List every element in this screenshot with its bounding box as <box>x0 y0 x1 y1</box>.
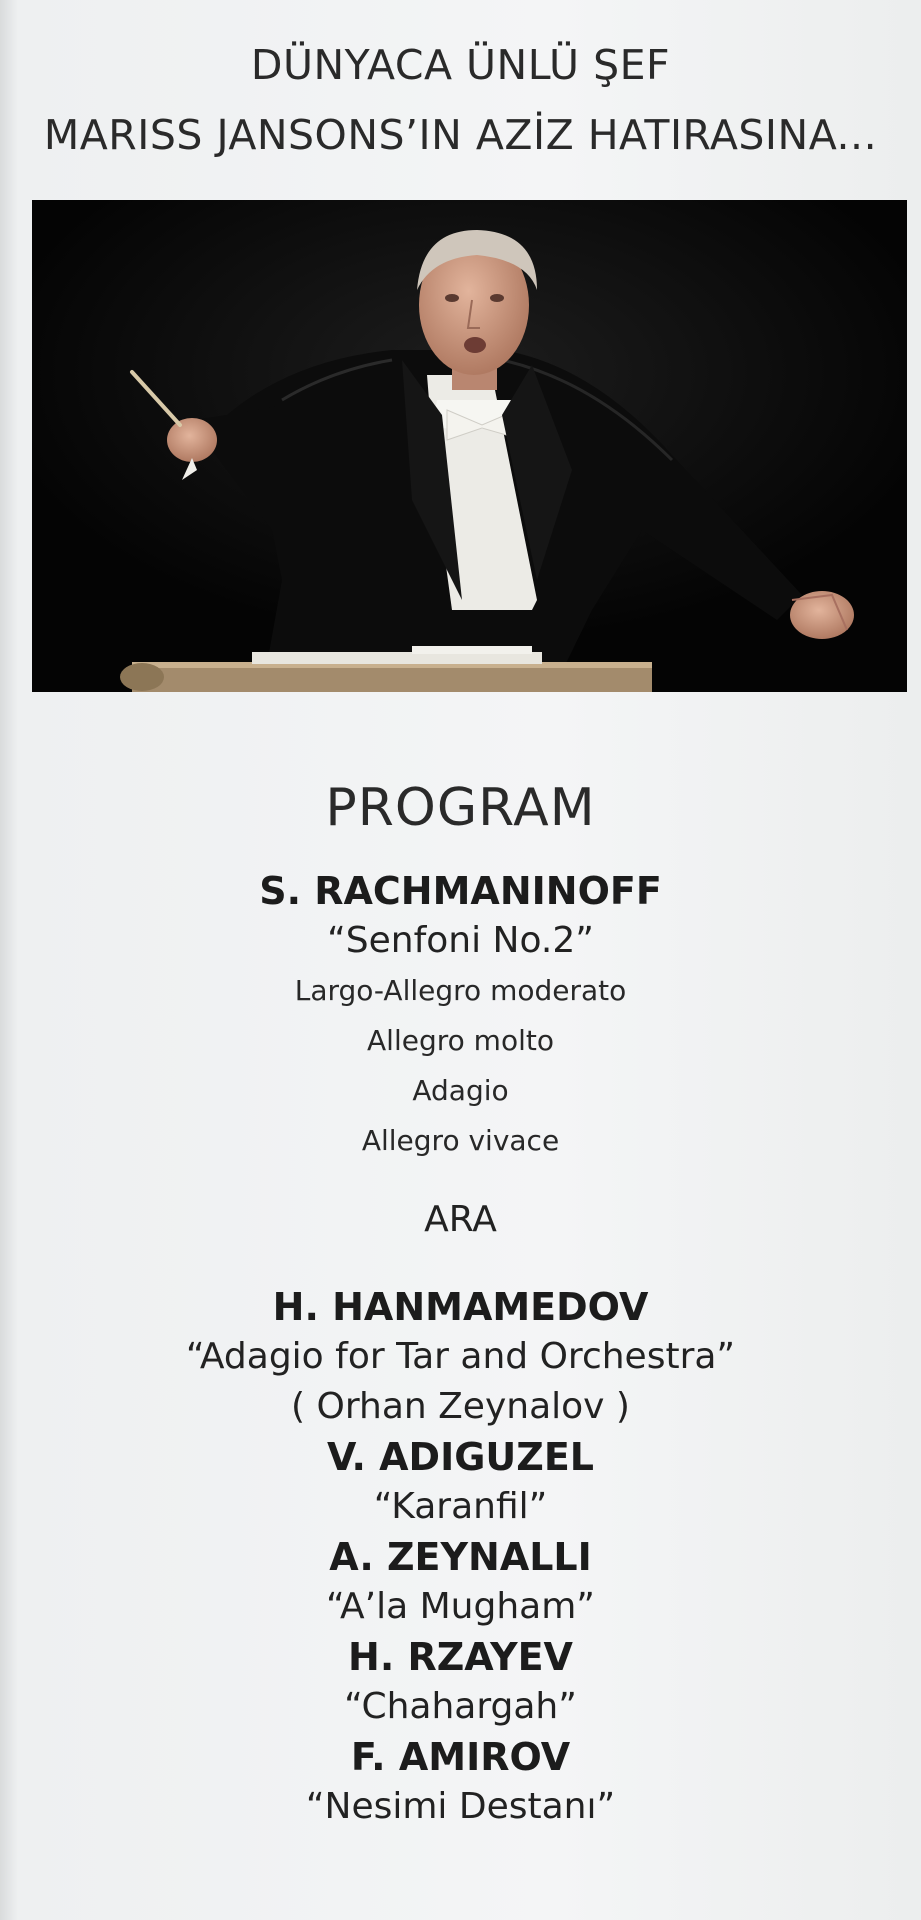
composer-name: H. HANMAMEDOV <box>272 1285 649 1329</box>
work-title: “Chahargah” <box>344 1686 577 1727</box>
composer-name: A. ZEYNALLI <box>329 1535 592 1579</box>
movement: Allegro vivace <box>361 1124 560 1157</box>
work-title: “Karanfil” <box>373 1486 548 1527</box>
movement: Adagio <box>412 1074 509 1107</box>
work-title: “A’la Mugham” <box>326 1586 595 1627</box>
work-title: “Senfoni No.2” <box>327 920 594 961</box>
composer-name: V. ADIGUZEL <box>326 1435 595 1479</box>
dedication-line-1: DÜNYACA ÜNLÜ ŞEF <box>250 41 671 89</box>
conductor-photo <box>32 200 907 692</box>
movement: Largo-Allegro moderato <box>294 974 627 1007</box>
movement: Allegro molto <box>367 1024 554 1057</box>
program-heading: PROGRAM <box>325 778 596 838</box>
conductor-illustration <box>32 200 907 692</box>
program-section <box>0 770 921 1832</box>
composer-name: F. AMIROV <box>350 1735 571 1779</box>
composer-name: H. RZAYEV <box>348 1635 573 1679</box>
dedication-line-2: MARISS JANSONS’IN AZİZ HATIRASINA... <box>43 111 878 159</box>
work-title: “Nesimi Destanı” <box>305 1786 616 1827</box>
intermission-label: ARA <box>424 1199 497 1240</box>
work-title: “Adagio for Tar and Orchestra” <box>185 1336 736 1377</box>
soloist-note: ( Orhan Zeynalov ) <box>291 1386 630 1427</box>
dedication-title <box>0 30 921 170</box>
composer-name: S. RACHMANINOFF <box>259 869 662 913</box>
